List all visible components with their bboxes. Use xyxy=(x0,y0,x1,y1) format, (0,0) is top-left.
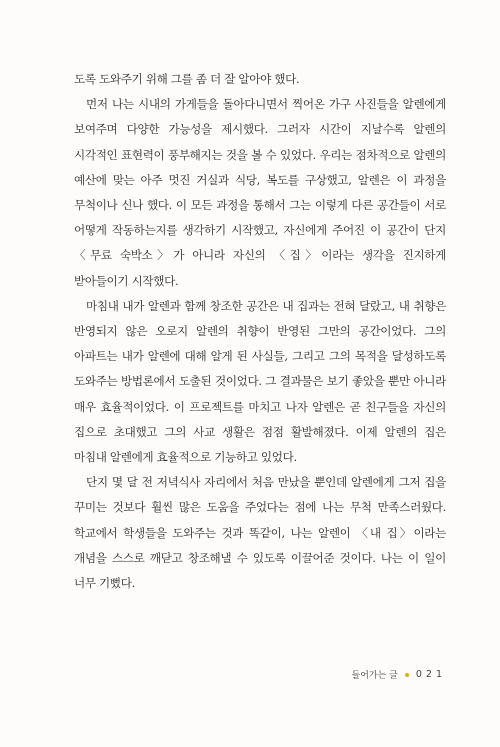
paragraph: 단지 몇 달 전 저녁식사 자리에서 처음 만났을 뿐인데 알렌에게 그저 집을 꾸미는 것보다 훨씬 많은 도움을 주었다는 점에 나는 무척 만족스러웠다. 학교에서 학생들을 도와주는 것과 똑같이, 나는 알렌이 〈내 집〉이라는 개념을 스스로 깨닫고 창조해낼 수 있도록 이끌어준 것이다. 나는 이 일이 너무 기뻤다. xyxy=(74,475,446,591)
body-text xyxy=(74,67,446,596)
paragraph: 도록 도와주기 위해 그를 좀 더 잘 알아야 했다. xyxy=(74,72,300,86)
paragraph: 마침내 내가 알렌과 함께 창조한 공간은 내 집과는 전혀 달랐고, 내 취향은 반영되지 않은 오로지 알렌의 취향이 반영된 그만의 공간이었다. 그의 아파트는 내가 알렌에 대해 알게 된 사실들, 그리고 그의 목적을 달성하도록 도와주는 방법론에서 도출된 것이었다. 그 결과물은 보기 좋았을 뿐만 아니라 매우 효율적이었다. 이 프로젝트를 마치고 나자 알렌은 곧 친구들을 자신의 집으로 초대했고 그의 사교 생활은 점점 활발해졌다. 이제 알렌의 집은 마침내 알렌에게 효율적으로 기능하고 있었다. xyxy=(74,298,446,465)
running-header-title: 들어가는 글 xyxy=(351,671,398,681)
separator-dot-icon xyxy=(405,673,409,677)
page-number: 021 xyxy=(415,669,446,680)
page-footer xyxy=(352,668,446,681)
paragraph: 먼저 나는 시내의 가게들을 돌아다니면서 찍어온 가구 사진들을 알렌에게 보여주며 다양한 가능성을 제시했다. 그러자 시간이 지날수록 알렌의 시각적인 표현력이 풍부해지는 것을 볼 수 있었다. 우리는 점차적으로 알렌의 예산에 맞는 아주 멋진 거실과 식당, 복도를 구상했고, 알렌은 이 과정을 무척이나 신나 했다. 이 모든 과정을 통해서 그는 이렇게 다른 공간들이 서로 어떻게 작동하는지를 생각하기 시작했고, 자신에게 주어진 이 공간이 단지 〈무료 숙박소〉가 아니라 자신의 〈집〉이라는 생각을 진지하게 받아들이기 시작했다. xyxy=(74,97,446,288)
